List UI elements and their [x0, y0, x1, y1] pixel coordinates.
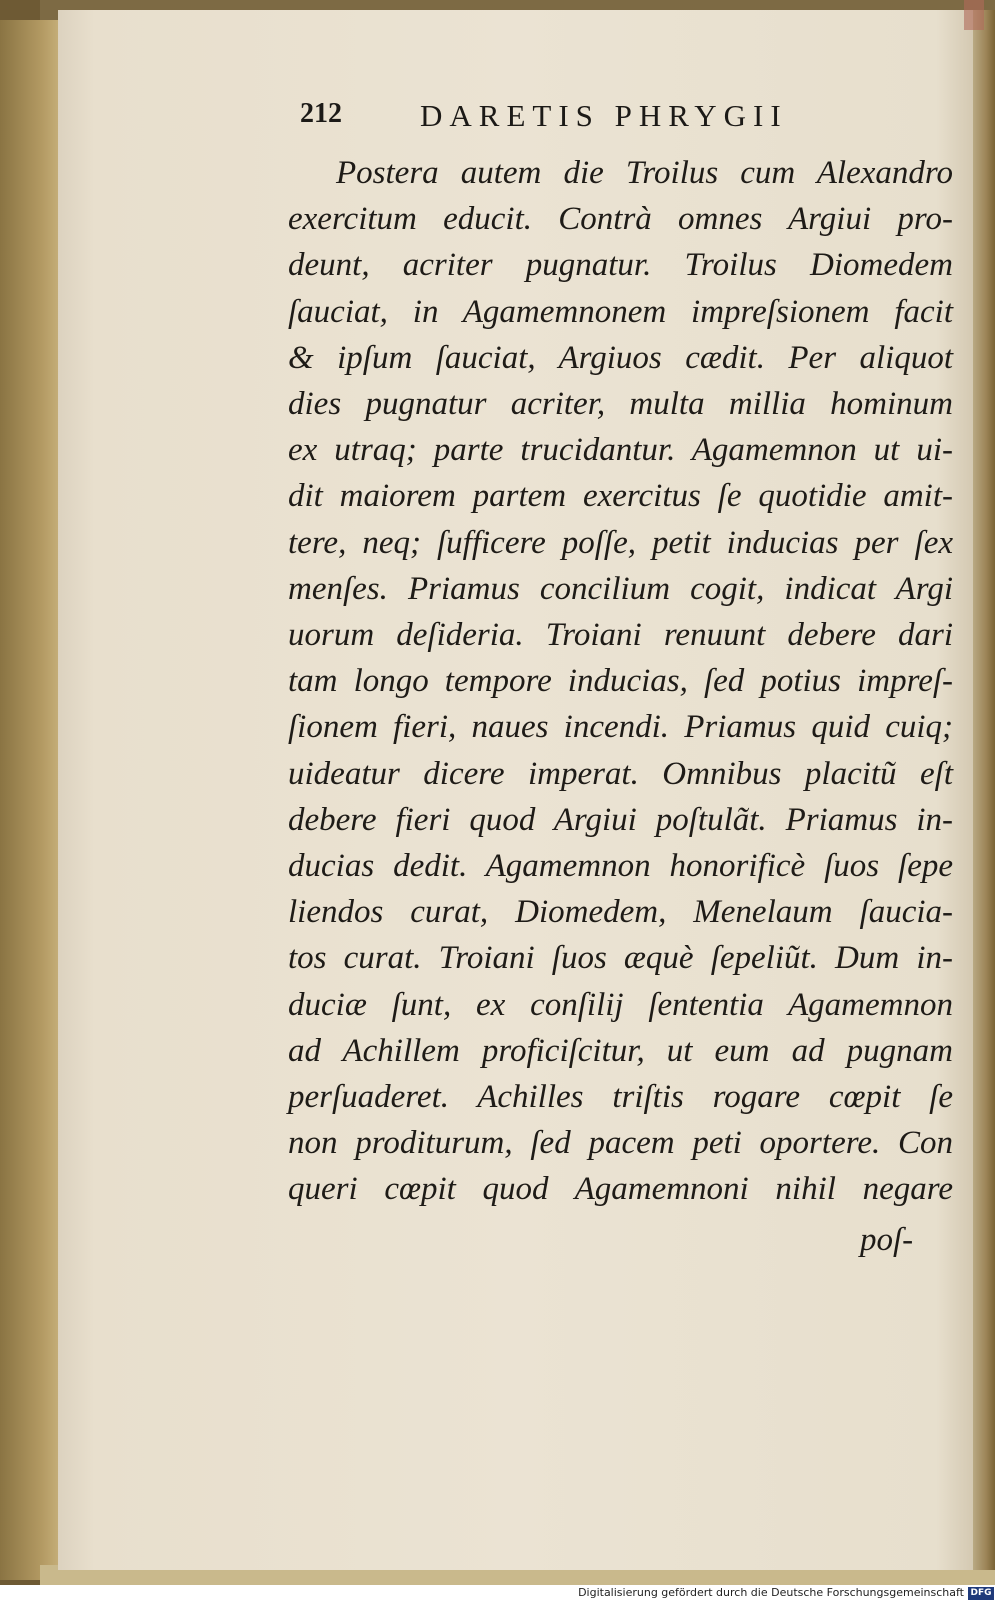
text-line: non proditurum, ſed pacem peti oportere. Con: [288, 1125, 953, 1162]
text-line: queri cœpit quod Agamemnoni nihil negare: [288, 1171, 953, 1208]
text-line: liendos curat, Diomedem, Menelaum ſaucia-: [288, 894, 953, 931]
text-line: duciæ ſunt, ex conſilij ſententia Agamemnon: [288, 986, 953, 1023]
text-line: tam longo tempore inducias, ſed potius impreſ-: [288, 663, 953, 700]
body-text: [288, 150, 953, 1213]
text-line: debere fieri quod Argiui poſtulãt. Priamus in-: [288, 801, 953, 838]
text-line: menſes. Priamus concilium cogit, indicat Argi: [288, 570, 953, 607]
running-header: [300, 98, 960, 138]
text-line: uideatur dicere imperat. Omnibus placitũ eſt: [288, 755, 953, 792]
text-line: Postera autem die Troilus cum Alexandro: [336, 155, 953, 191]
text-line: deunt, acriter pugnatur. Troilus Diomedem: [288, 247, 953, 284]
page-fore-edge: [973, 10, 995, 1570]
dfg-logo: DFG: [968, 1587, 994, 1600]
corner-color-mark: [964, 0, 984, 30]
text-line: ſionem fieri, naues incendi. Priamus quid cuiq;: [288, 709, 953, 746]
catchword: poſ-: [860, 1222, 914, 1258]
text-line: dies pugnatur acriter, multa millia hominum: [288, 386, 953, 423]
text-line: exercitum educit. Contrà omnes Argiui pro-: [288, 201, 953, 238]
page-number: 212: [300, 98, 342, 129]
text-line: ex utraq; parte trucidantur. Agamemnon ut ui-: [288, 432, 953, 469]
footer-bar: [0, 1585, 1000, 1603]
funding-credit: Digitalisierung gefördert durch die Deutsche Forschungsgemeinschaft: [578, 1586, 964, 1599]
text-line: & ipſum ſauciat, Argiuos cædit. Per aliquot: [288, 339, 953, 376]
text-line: ad Achillem proficiſcitur, ut eum ad pugnam: [288, 1032, 953, 1069]
text-line: ſauciat, in Agamemnonem impreſsionem facit: [288, 293, 953, 330]
text-line: dit maiorem partem exercitus ſe quotidie amit-: [288, 478, 953, 515]
book-spine-left: [0, 20, 60, 1580]
text-line: perſuaderet. Achilles triſtis rogare cœpit ſe: [288, 1079, 953, 1116]
text-line: uorum deſideria. Troiani renuunt debere dari: [288, 617, 953, 654]
text-line: tos curat. Troiani ſuos æquè ſepeliũt. Dum in-: [288, 940, 953, 977]
text-line: tere, neq; ſufficere poſſe, petit inducias per ſex: [288, 524, 953, 561]
text-line: ducias dedit. Agamemnon honorificè ſuos ſepe: [288, 848, 953, 885]
running-title: DARETIS PHRYGII: [420, 98, 788, 133]
